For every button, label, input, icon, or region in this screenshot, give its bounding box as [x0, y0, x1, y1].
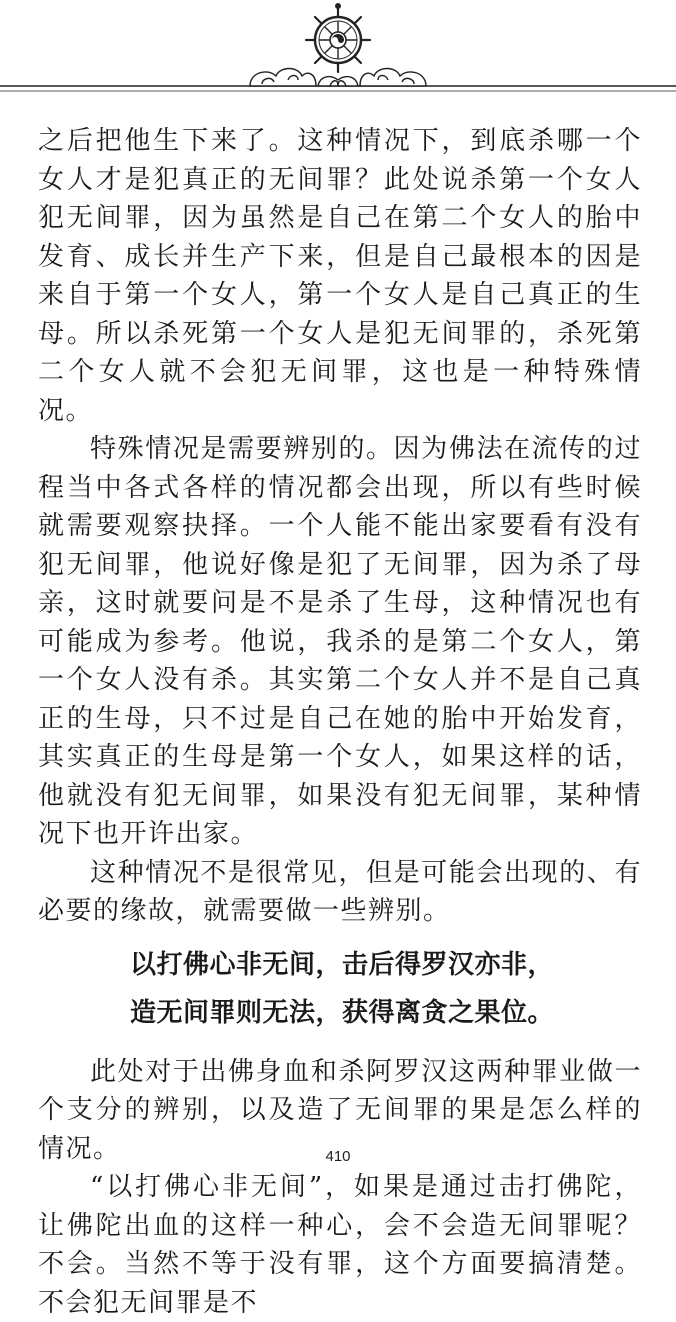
page-body — [38, 122, 642, 1322]
body-paragraph: “以打佛心非无间”，如果是通过击打佛陀，让佛陀出血的这样一种心，会不会造无间罪呢？不会。当然不等于没有罪，这个方面要搞清楚。不会犯无间罪是不 — [38, 1172, 642, 1318]
body-paragraph: 此处对于出佛身血和杀阿罗汉这两种罪业做一个支分的辨别，以及造了无间罪的果是怎么样的情况。 — [38, 1056, 642, 1164]
cloud-left-icon — [250, 69, 316, 87]
page-number: 410 — [325, 1148, 351, 1165]
body-paragraph: 这种情况不是很常见，但是可能会出现的、有必要的缘故，就需要做一些辨别。 — [38, 857, 642, 926]
page-header — [0, 0, 676, 110]
cloud-right-icon — [360, 69, 426, 87]
dharma-wheel-icon — [306, 4, 370, 73]
verse-line: 造无间罪则无法，获得离贪之果位。 — [130, 997, 555, 1028]
body-paragraph: 之后把他生下来了。这种情况下，到底杀哪一个女人才是犯真正的无间罪？此处说杀第一个女人犯无间罪，因为虽然是自己在第二个女人的胎中发育、成长并生产下来，但是自己最根本的因是来自于第一个女人，第一个女人是自己真正的生母。所以杀死第一个女人是犯无间罪的，杀死第二个女人就不会犯无间罪，这也是一种特殊情况。 — [38, 126, 642, 426]
verse-block — [38, 941, 642, 1037]
verse-line: 以打佛心非无间，击后得罗汉亦非， — [130, 949, 555, 980]
lotus-icon — [318, 77, 358, 86]
header-ornament — [0, 0, 676, 110]
body-paragraph: 特殊情况是需要辨别的。因为佛法在流传的过程当中各式各样的情况都会出现，所以有些时候就需要观察抉择。一个人能不能出家要看有没有犯无间罪，他说好像是犯了无间罪，因为杀了母亲，这时就要问是不是杀了生母，这种情况也有可能成为参考。他说，我杀的是第二个女人，第一个女人没有杀。其实第二个女人并不是自己真正的生母，只不过是自己在她的胎中开始发育，其实真正的生母是第一个女人，如果这样的话，他就没有犯无间罪，如果没有犯无间罪，某种情况下也开许出家。 — [38, 434, 642, 849]
